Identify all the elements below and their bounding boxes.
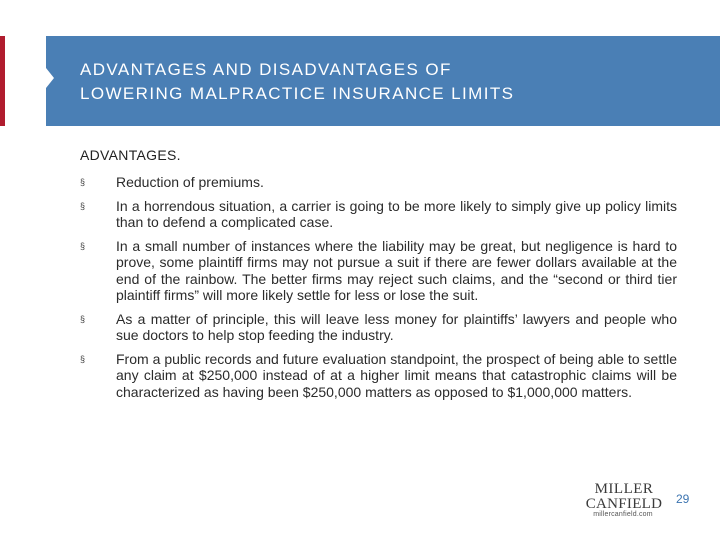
- bullet-marker: §: [80, 177, 86, 187]
- logo-url: millercanfield.com: [593, 511, 653, 518]
- bullet-text: As a matter of principle, this will leave less money for plaintiffs’ lawyers and people who sue doctors to help stop feeding the industry.: [116, 310, 677, 343]
- bullet-text: In a horrendous situation, a carrier is going to be more likely to simply give up policy limits than to defend a complicated case.: [116, 197, 677, 230]
- bullet-marker: §: [80, 313, 86, 324]
- slide-title-line-1: ADVANTAGES AND DISADVANTAGES OF: [80, 60, 452, 79]
- bullet-item: [80, 311, 677, 344]
- section-label: ADVANTAGES.: [80, 147, 181, 163]
- page-number: 29: [676, 492, 690, 506]
- title-notch: [46, 68, 54, 88]
- bullet-text: In a small number of instances where the liability may be great, but negligence is hard to prove, some plaintiff firms may not pursue a suit if there are fewer dollars available at the end of the rainbow. The better firms may reject such claims, and the “second or third tier plaintiff firms” will more likely settle for less or lose the suit.: [116, 237, 677, 303]
- bullet-marker: §: [80, 200, 86, 211]
- logo-line-2: CANFIELD: [585, 496, 663, 512]
- bullet-item: [80, 351, 677, 401]
- logo-line-1: MILLER: [594, 481, 654, 497]
- bullet-marker: §: [80, 353, 86, 364]
- bullet-item: [80, 174, 677, 191]
- slide-title-line-2: LOWERING MALPRACTICE INSURANCE LIMITS: [80, 84, 515, 103]
- slide-title: [80, 58, 700, 106]
- bullet-list: [80, 174, 677, 407]
- bullet-text: Reduction of premiums.: [116, 174, 264, 190]
- bullet-item: [80, 238, 677, 304]
- bullet-marker: §: [80, 240, 86, 251]
- bullet-text: From a public records and future evaluation standpoint, the prospect of being able to settle any claim at $250,000 instead of at a higher limit means that catastrophic claims will be characterized as having been $250,000 matters as opposed to $1,000,000 matters.: [116, 350, 677, 400]
- bullet-item: [80, 198, 677, 231]
- accent-bar: [0, 36, 5, 126]
